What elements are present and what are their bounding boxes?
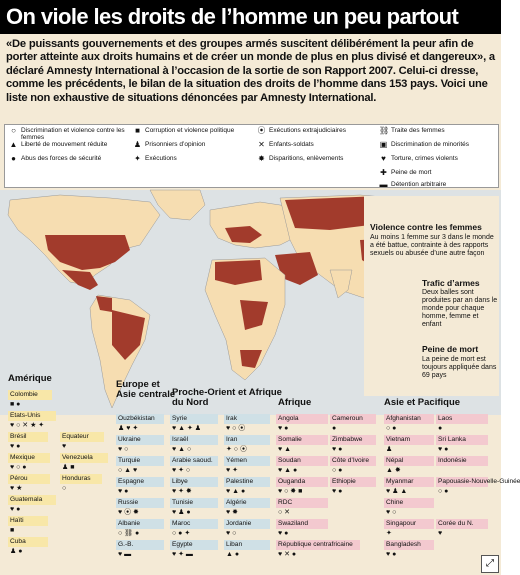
- legend-item: [133, 127, 251, 135]
- legend-symbol-icon: ✕: [258, 140, 265, 149]
- country-symbols-icon: ▲ ●: [226, 551, 240, 558]
- country-asie: Népal: [384, 456, 434, 466]
- country-symbols-icon: ♥ ●: [10, 506, 21, 513]
- violence-text: Au moins 1 femme sur 3 dans le monde a été battue, contrainte à des rapports sexuels ou abusée d’une autre façon: [370, 234, 494, 257]
- country-symbols-icon: ♟ ●: [10, 548, 23, 555]
- country-amerique: Venezuela: [60, 453, 108, 463]
- legend-symbol-icon: ▲: [9, 140, 18, 149]
- region-title-asie: Asie et Pacifique: [384, 397, 461, 408]
- country-symbols-icon: ○ ●: [438, 488, 449, 495]
- country-proche: Yémen: [224, 456, 270, 466]
- country-symbols-icon: ○ ●: [386, 425, 397, 432]
- country-symbols-icon: ♥ ●: [386, 551, 397, 558]
- country-symbols-icon: ♟ ♥ ✦: [118, 425, 139, 432]
- legend-symbol-icon: ⦿: [257, 126, 266, 135]
- legend-item: [257, 127, 375, 135]
- country-symbols-icon: ♥ ●: [278, 530, 289, 537]
- region-title-afrique: Afrique: [278, 397, 312, 408]
- country-proche: Libye: [170, 477, 218, 487]
- legend-item: [379, 155, 491, 163]
- country-asie: Papouasie-Nouvelle-Guinée: [438, 478, 520, 485]
- country-afrique: Somalie: [276, 435, 328, 445]
- country-symbols-icon: ♥ ✦ ○: [172, 467, 191, 474]
- country-symbols-icon: ♥ ▲ ●: [278, 467, 298, 474]
- legend-label: Discrimination de minorités: [391, 141, 470, 148]
- country-symbols-icon: ○ ⛓ ●: [118, 530, 140, 537]
- country-proche: Iran: [224, 435, 270, 445]
- country-proche: Maroc: [170, 519, 218, 529]
- right-panel: [364, 196, 499, 396]
- legend-item: [133, 155, 251, 163]
- country-proche: Tunisie: [170, 498, 218, 508]
- legend-symbol-icon: ✸: [258, 154, 265, 163]
- legend-label: Enfants-soldats: [269, 141, 314, 148]
- country-symbols-icon: ♥ ●: [332, 446, 343, 453]
- country-afrique: Côte d’Ivoire: [330, 456, 376, 466]
- legend-symbol-icon: ♟: [133, 140, 142, 149]
- legend-label: Corruption et violence politique: [145, 127, 235, 134]
- country-symbols-icon: ♥ ♟ ▲: [386, 488, 408, 495]
- country-symbols-icon: ♟: [386, 446, 393, 453]
- country-symbols-icon: ♥ ✦ ▬: [172, 551, 193, 558]
- legend-label: Prisonniers d’opinion: [145, 141, 206, 148]
- country-amerique: Brésil: [8, 432, 48, 442]
- country-symbols-icon: ○ ▲ ♥: [118, 467, 138, 474]
- legend-item: [133, 141, 251, 149]
- country-symbols-icon: ♥ ●: [278, 425, 289, 432]
- country-symbols-icon: ♥ ●: [332, 488, 343, 495]
- country-symbols-icon: ♥ ▲: [278, 446, 292, 453]
- legend-symbol-icon: ■: [135, 126, 140, 135]
- legend-item: [257, 141, 375, 149]
- country-amerique: Equateur: [60, 432, 104, 442]
- country-afrique: République centrafricaine: [276, 540, 360, 550]
- legend-item: [379, 127, 491, 135]
- legend-label: Détention arbitraire: [391, 181, 447, 188]
- legend-label: Peine de mort: [391, 169, 432, 176]
- legend-label: Torture, crimes violents: [391, 155, 458, 162]
- country-proche: Algérie: [224, 498, 270, 508]
- country-symbols-icon: ♥ ▲ ●: [226, 488, 246, 495]
- legend-label: Exécutions extrajudiciaires: [269, 127, 346, 134]
- country-afrique: Angola: [276, 414, 328, 424]
- country-symbols-icon: ♥ ●: [438, 446, 449, 453]
- country-asie: Singapour: [384, 519, 434, 529]
- country-symbols-icon: ♥ ✦ ✸: [172, 488, 192, 495]
- country-asie: Vietnam: [384, 435, 434, 445]
- country-symbols-icon: ♥: [438, 530, 443, 537]
- country-asie: Myanmar: [384, 477, 434, 487]
- country-afrique: Cameroun: [330, 414, 376, 424]
- country-europe: Espagne: [116, 477, 164, 487]
- country-amerique: Pérou: [8, 474, 50, 484]
- country-amerique: Haïti: [8, 516, 48, 526]
- country-amerique: Honduras: [60, 474, 102, 484]
- country-asie: Corée du N.: [436, 519, 488, 529]
- legend-label: Abus des forces de sécurité: [21, 155, 102, 162]
- country-symbols-icon: ■ ●: [10, 401, 21, 408]
- country-afrique: Ethiopie: [330, 477, 376, 487]
- country-symbols-icon: ♥ ○: [226, 530, 237, 537]
- country-proche: Liban: [224, 540, 270, 550]
- legend-symbol-icon: ●: [11, 154, 16, 163]
- death-text: La peine de mort est toujours appliquée dans 69 pays: [422, 356, 497, 379]
- country-europe: Ukraine: [116, 435, 164, 445]
- region-title-proche: Proche-Orient et Afrique du Nord: [172, 387, 282, 408]
- zoom-icon[interactable]: ⤢: [481, 555, 499, 573]
- legend-symbol-icon: ✚: [380, 168, 387, 177]
- country-asie: Chine: [384, 498, 434, 508]
- country-proche: Syrie: [170, 414, 218, 424]
- country-symbols-icon: ♥ ○ ✸ ■: [278, 488, 303, 495]
- country-symbols-icon: ♥ ▬: [118, 551, 132, 558]
- legend: [4, 124, 499, 188]
- country-proche: Israël: [170, 435, 218, 445]
- country-amerique: Etats-Unis: [8, 411, 56, 421]
- country-proche: Palestine: [224, 477, 270, 487]
- country-europe: Ouzbékistan: [116, 414, 164, 424]
- country-symbols-icon: ♥ ○ ✕ ★ ✦: [10, 422, 45, 429]
- country-symbols-icon: ■: [10, 527, 15, 534]
- arms-text: Deux balles sont produites par an dans le monde pour chaque homme, femme et enfant: [422, 289, 498, 328]
- country-europe: G.-B.: [116, 540, 164, 550]
- legend-symbol-icon: ✦: [134, 154, 141, 163]
- legend-symbol-icon: ♥: [381, 154, 386, 163]
- country-symbols-icon: ♥ ○ ●: [10, 464, 27, 471]
- country-asie: Bangladesh: [384, 540, 434, 550]
- country-amerique: Guatemala: [8, 495, 56, 505]
- legend-label: Discrimination et violence contre les femmes: [21, 127, 125, 141]
- country-symbols-icon: ♥ ✸: [226, 509, 238, 516]
- country-symbols-icon: ♥ ✦: [226, 467, 238, 474]
- country-europe: Russie: [116, 498, 164, 508]
- legend-label: Liberté de mouvement réduite: [21, 141, 108, 148]
- country-asie: Sri Lanka: [436, 435, 488, 445]
- country-afrique: Swaziland: [276, 519, 328, 529]
- country-afrique: Soudan: [276, 456, 328, 466]
- region-title-amerique: Amérique: [8, 373, 52, 384]
- country-amerique: Colombie: [8, 390, 52, 400]
- legend-item: [379, 141, 491, 149]
- country-symbols-icon: ♥ ●: [118, 488, 129, 495]
- country-symbols-icon: ●: [332, 425, 337, 432]
- country-amerique: Cuba: [8, 537, 48, 547]
- legend-item: [257, 155, 375, 163]
- country-europe: Turquie: [116, 456, 164, 466]
- legend-label: Exécutions: [145, 155, 177, 162]
- region-title-europe: Europe et Asie centrale: [116, 379, 176, 400]
- country-asie: Laos: [436, 414, 488, 424]
- map-africa-north: [215, 260, 262, 285]
- country-proche: Egypte: [170, 540, 218, 550]
- country-symbols-icon: ♥ ✕ ●: [278, 551, 297, 558]
- country-symbols-icon: ♥ ♟ ●: [172, 509, 191, 516]
- country-symbols-icon: ○ ✕: [278, 509, 291, 516]
- country-symbols-icon: ○ ●: [332, 467, 343, 474]
- country-symbols-icon: ♥ ○ ⦿: [226, 425, 246, 432]
- legend-item: [379, 169, 491, 177]
- country-symbols-icon: ♥: [62, 443, 67, 450]
- legend-symbol-icon: ○: [11, 126, 16, 135]
- legend-symbol-icon: ▬: [379, 180, 388, 189]
- violence-title: Violence contre les femmes: [370, 222, 482, 232]
- country-symbols-icon: ♥ ⦿ ✸: [118, 509, 139, 516]
- country-symbols-icon: ○: [62, 485, 67, 492]
- country-afrique: Zimbabwe: [330, 435, 376, 445]
- country-proche: Arabie saoud.: [170, 456, 218, 466]
- country-amerique: Mexique: [8, 453, 50, 463]
- country-symbols-icon: ✦: [386, 530, 392, 537]
- legend-symbol-icon: ⛓: [379, 126, 390, 135]
- country-symbols-icon: ♥ ●: [10, 443, 21, 450]
- country-symbols-icon: ♥ ★: [10, 485, 23, 492]
- country-asie: Afghanistan: [384, 414, 434, 424]
- country-symbols-icon: ♥ ○: [386, 509, 397, 516]
- country-symbols-icon: ♥ ▲ ✦ ♟: [172, 425, 202, 432]
- country-symbols-icon: ♥ ○: [118, 446, 129, 453]
- legend-item: [9, 155, 127, 163]
- country-symbols-icon: ♟ ■: [62, 464, 75, 471]
- legend-label: Traite des femmes: [391, 127, 445, 134]
- country-symbols-icon: ✦ ○ ⦿: [226, 446, 247, 453]
- country-asie: Indonésie: [436, 456, 488, 466]
- legend-label: Disparitions, enlèvements: [269, 155, 344, 162]
- legend-symbol-icon: ▣: [379, 140, 388, 149]
- country-symbols-icon: ●: [438, 425, 443, 432]
- legend-item: [379, 181, 491, 189]
- legend-item: [9, 141, 127, 149]
- country-proche: Jordanie: [224, 519, 270, 529]
- intro-text: «De puissants gouvernements et des groupes armés suscitent délibérément la peur afin de porter atteinte aux droits humains et de créer un monde de plus en plus divisé et dangereux», a déclaré Amnesty International à l’occasion de la sortie de son Rapport 2007. Celui-ci dresse, comme les précédents, le bilan de la situation des droits de l’homme dans 153 pays. Voici une liste non exhaustive de situations dénoncées par Amnesty International.: [6, 38, 495, 104]
- arms-title: Trafic d’armes: [422, 278, 480, 288]
- country-symbols-icon: ○ ● ✦: [172, 530, 191, 537]
- page-title: On viole les droits de l’homme un peu partout: [0, 0, 501, 34]
- country-europe: Albanie: [116, 519, 164, 529]
- country-afrique: RDC: [276, 498, 328, 508]
- country-symbols-icon: ▲ ✸: [386, 467, 401, 474]
- country-afrique: Ouganda: [276, 477, 328, 487]
- country-proche: Irak: [224, 414, 270, 424]
- death-title: Peine de mort: [422, 344, 479, 354]
- legend-item: [9, 127, 127, 141]
- country-symbols-icon: ♥ ▲ ○: [172, 446, 192, 453]
